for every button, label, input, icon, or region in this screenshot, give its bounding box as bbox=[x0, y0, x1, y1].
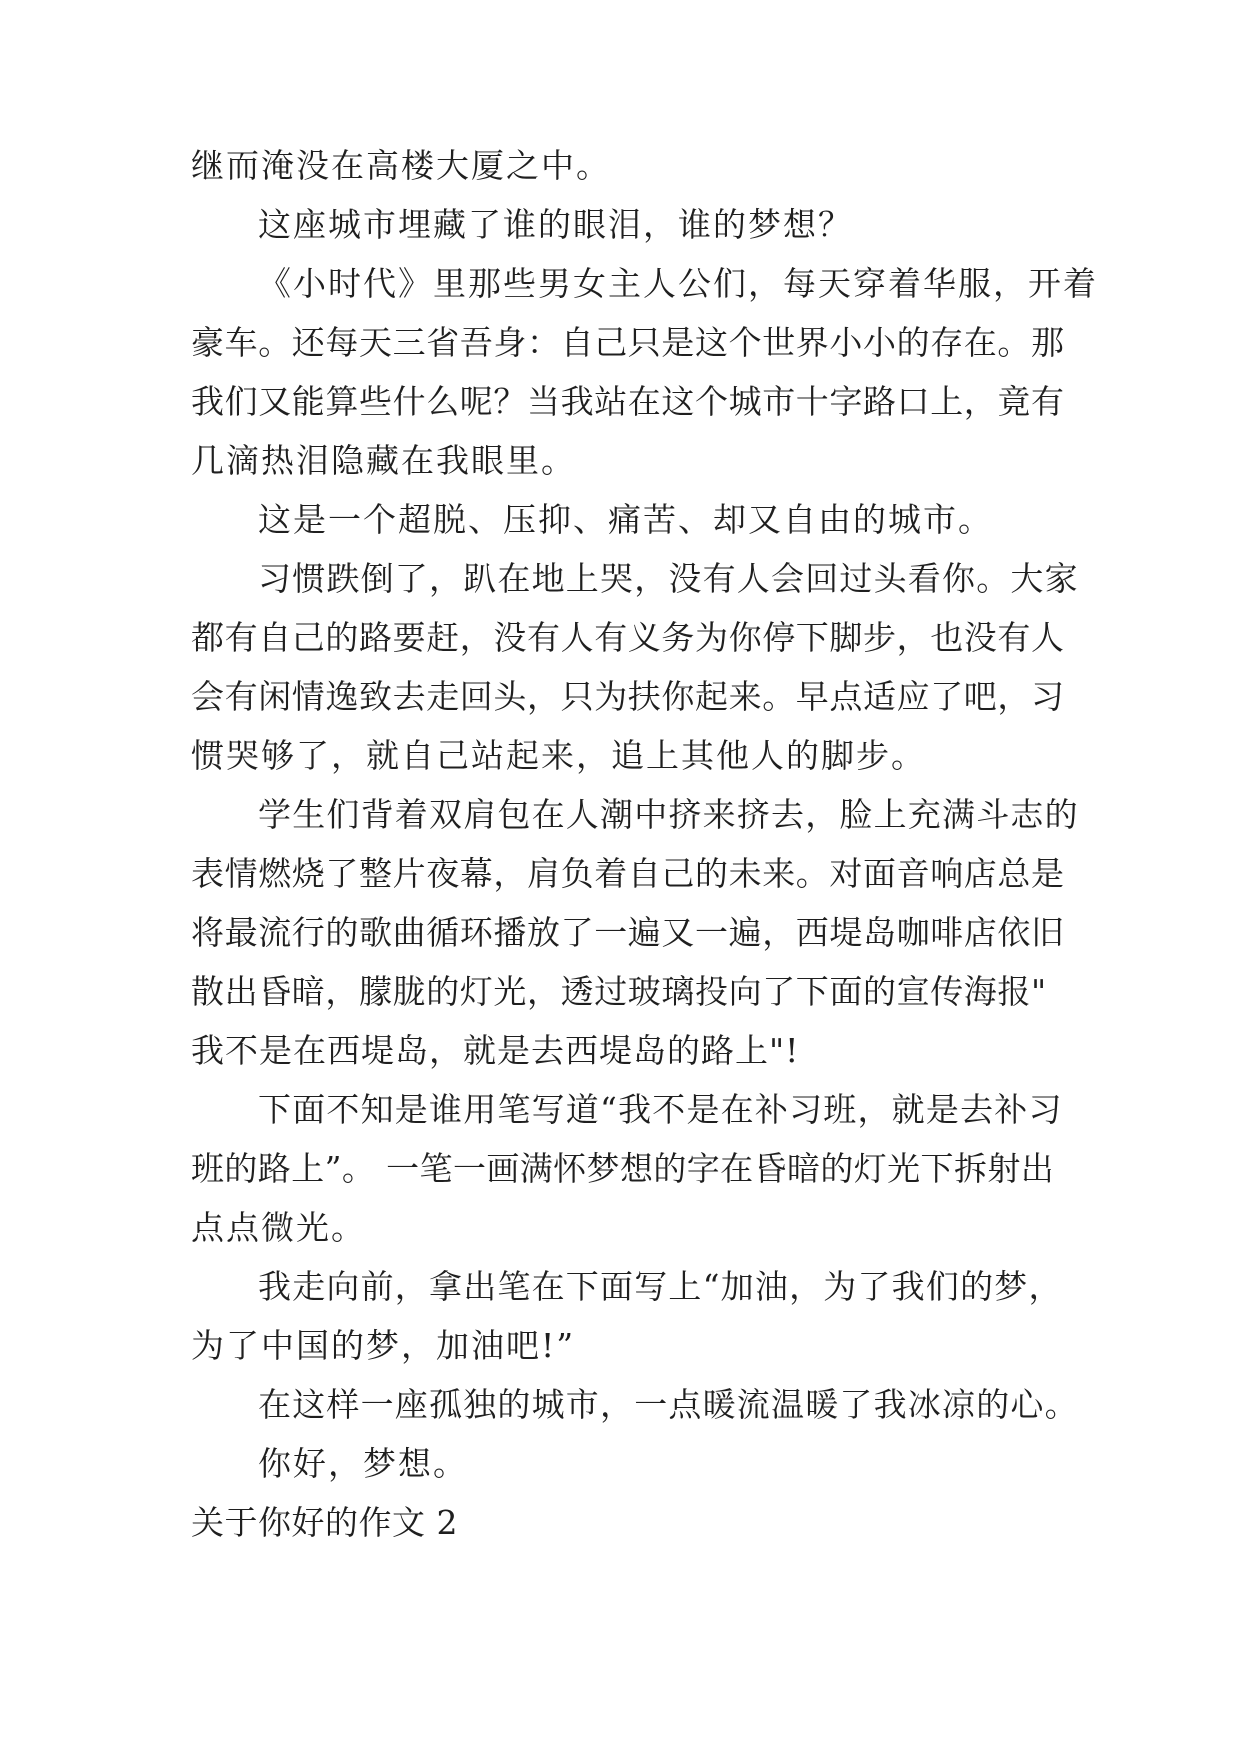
text-line: 这是一个超脱、压抑、痛苦、却又自由的城市。 bbox=[258, 500, 993, 539]
text-line: 下面不知是谁用笔写道“我不是在补习班，就是去补习 bbox=[258, 1090, 1063, 1129]
text-line: 习惯跌倒了，趴在地上哭，没有人会回过头看你。大家 bbox=[258, 559, 1079, 598]
text-line: 《小时代》里那些男女主人公们，每天穿着华服，开着 bbox=[258, 264, 1098, 303]
text-line: 几滴热泪隐藏在我眼里。 bbox=[191, 441, 576, 480]
text-line: 继而淹没在高楼大厦之中。 bbox=[191, 146, 611, 185]
text-line: 豪车。还每天三省吾身：自己只是这个世界小小的存在。那 bbox=[191, 323, 1065, 362]
text-line: 表情燃烧了整片夜幕，肩负着自己的未来。对面音响店总是 bbox=[191, 854, 1065, 893]
text-line: 你好，梦想。 bbox=[258, 1444, 468, 1483]
text-line: 班的路上”。 一笔一画满怀梦想的字在昏暗的灯光下拆射出 bbox=[191, 1149, 1055, 1188]
text-line: 学生们背着双肩包在人潮中挤来挤去，脸上充满斗志的 bbox=[258, 795, 1079, 834]
text-line: 会有闲情逸致去走回头，只为扶你起来。早点适应了吧，习 bbox=[191, 677, 1065, 716]
text-line: 在这样一座孤独的城市，一点暖流温暖了我冰凉的心。 bbox=[258, 1385, 1079, 1424]
text-line: 惯哭够了，就自己站起来，追上其他人的脚步。 bbox=[191, 736, 926, 775]
text-line: 为了中国的梦，加油吧!” bbox=[191, 1326, 576, 1365]
text-line: 我走向前，拿出笔在下面写上“加油，为了我们的梦， bbox=[258, 1267, 1063, 1306]
section-heading: 关于你好的作文 2 bbox=[191, 1503, 458, 1542]
text-line: 点点微光。 bbox=[191, 1208, 366, 1247]
text-line: 都有自己的路要赶，没有人有义务为你停下脚步，也没有人 bbox=[191, 618, 1065, 657]
text-line: 将最流行的歌曲循环播放了一遍又一遍，西堤岛咖啡店依旧 bbox=[191, 913, 1065, 952]
text-line: 散出昏暗，朦胧的灯光，透过玻璃投向了下面的宣传海报" bbox=[191, 972, 1047, 1011]
text-line: 我不是在西堤岛，就是去西堤岛的路上"! bbox=[191, 1031, 800, 1070]
text-line: 这座城市埋藏了谁的眼泪，谁的梦想？ bbox=[258, 205, 853, 244]
text-line: 我们又能算些什么呢？当我站在这个城市十字路口上，竟有 bbox=[191, 382, 1065, 421]
